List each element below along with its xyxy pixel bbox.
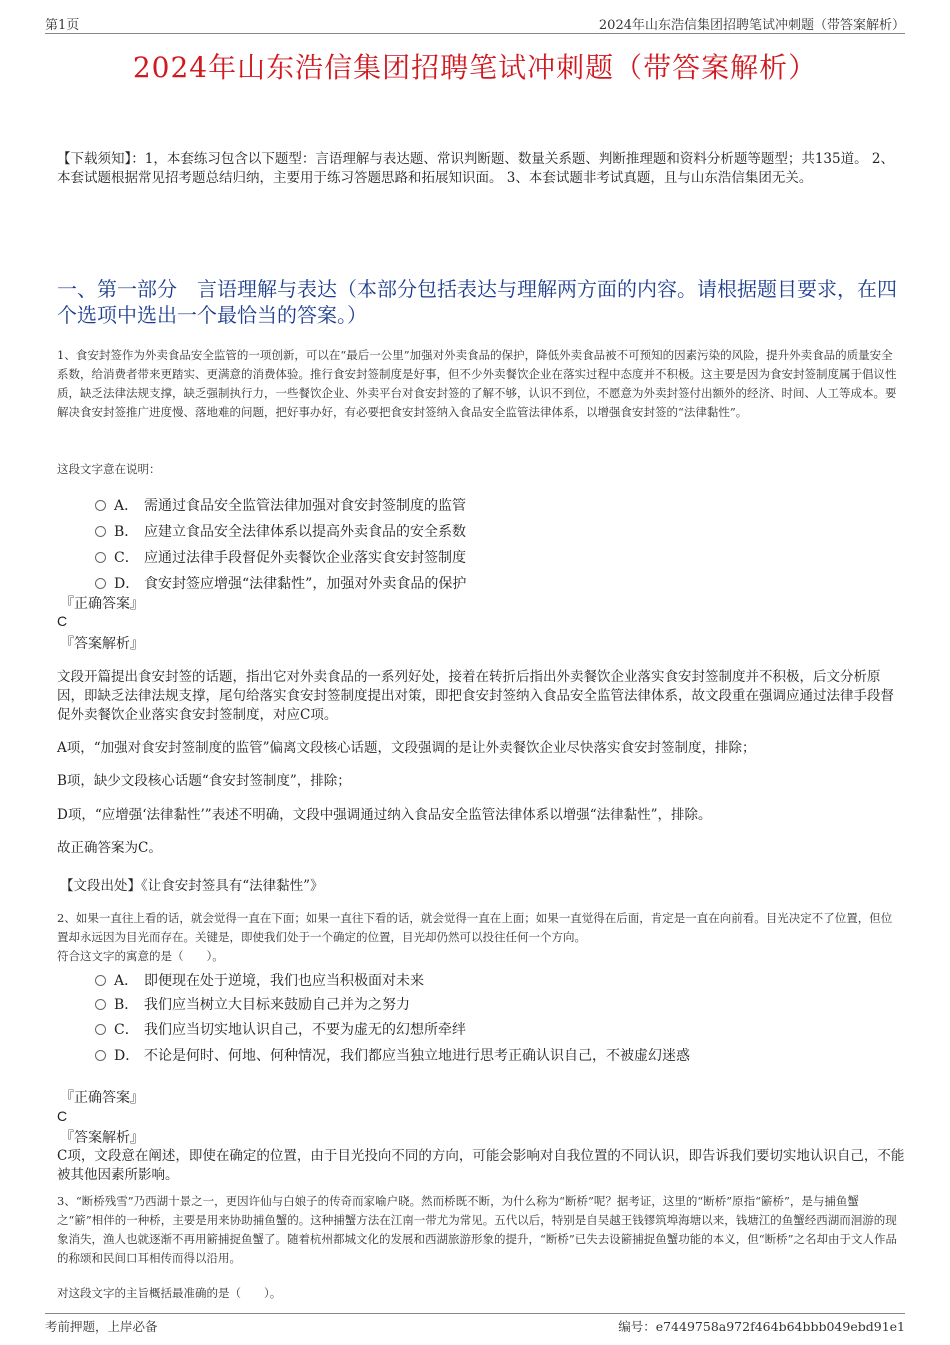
q2-analysis-label: 『答案解析』 — [60, 1130, 144, 1146]
q1-option-c[interactable]: C． 应通过法律手段督促外卖餐饮企业落实食安封签制度 — [95, 548, 466, 568]
q1-answer: C — [57, 613, 68, 629]
q1-option-b[interactable]: B． 应建立食品安全法律体系以提高外卖食品的安全系数 — [95, 522, 466, 542]
header-divider — [45, 33, 905, 34]
radio-icon[interactable] — [95, 999, 106, 1010]
section-heading: 一、第一部分 言语理解与表达（本部分包括表达与理解两方面的内容。请根据题目要求，在四个选项中选出一个最恰当的答案。） — [57, 277, 897, 327]
radio-icon[interactable] — [95, 578, 106, 589]
q2-option-a[interactable]: A． 即便现在处于逆境，我们也应当积极面对未来 — [95, 971, 424, 991]
q1-option-a[interactable]: A． 需通过食品安全监管法律加强对食安封签制度的监管 — [95, 496, 466, 516]
question-1-prompt: 这段文字意在说明： — [57, 462, 161, 476]
q2-option-c[interactable]: C． 我们应当切实地认识自己，不要为虚无的幻想所牵绊 — [95, 1020, 466, 1040]
q1-analysis-d: D项，“应增强‘法律黏性’”表述不明确，文段中强调通过纳入食品安全监管法律体系以增强“法律黏性”，排除。 — [57, 807, 712, 823]
q1-analysis-a: A项，“加强对食安封签制度的监管”偏离文段核心话题，文段强调的是让外卖餐饮企业尽快落实食安封签制度，排除； — [57, 740, 756, 756]
q1-option-d[interactable]: D． 食安封签应增强“法律黏性”，加强对外卖食品的保护 — [95, 574, 466, 594]
q1-analysis-main: 文段开篇提出食安封签的话题，指出它对外卖食品的一系列好处，接着在转折后指出外卖餐饮企业落实食安封签制度并不积极，后文分析原因，即缺乏法律法规支撑，尾句给落实食安封签制度提出对策，即把食安封签纳入食品安全监管法律体系，故文段重在强调应通过法律手段督促外卖餐饮企业落实食安封签制度，对应C项。 — [57, 669, 894, 723]
radio-icon[interactable] — [95, 975, 106, 986]
question-2-prompt: 符合这文字的寓意的是（ ）。 — [57, 949, 224, 963]
document-code: 编号：e7449758a972f464b64bbb049ebd91e1 — [618, 1319, 905, 1334]
q1-analysis-label: 『答案解析』 — [60, 636, 144, 652]
q2-correct-answer-label: 『正确答案』 — [60, 1090, 144, 1106]
running-title: 2024年山东浩信集团招聘笔试冲刺题（带答案解析） — [598, 18, 905, 33]
radio-icon[interactable] — [95, 500, 106, 511]
footer-slogan: 考前押题，上岸必备 — [45, 1319, 158, 1334]
question-3-text: 3、“断桥残雪”乃西湖十景之一，更因许仙与白娘子的传奇而家喻户晓。然而桥既不断，为什么称为“断桥”呢？据考证，这里的“断桥”原指“簖桥”，是与捕鱼蟹之“簖”相伴的一种桥，主要是用来协助捕鱼蟹的。这种捕蟹方法在江南一带尤为常见。五代以后，特别是自吴越王钱镠筑埠海塘以来，钱塘江的鱼蟹经西湖而洄游的现象消失，渔人也就逐渐不再用簖捕捉鱼蟹了。随着杭州都城文化的发展和西湖旅游形象的提升，“断桥”已失去设簖捕捉鱼蟹功能的本义，但“断桥”之名却由于文人作品的称颂和民间口耳相传而得以沿用。 — [57, 1194, 898, 1265]
footer-divider — [45, 1313, 905, 1314]
radio-icon[interactable] — [95, 1050, 106, 1061]
q1-correct-answer-label: 『正确答案』 — [60, 596, 144, 612]
radio-icon[interactable] — [95, 526, 106, 537]
q2-analysis-main: C项，文段意在阐述，即使在确定的位置，由于目光投向不同的方向，可能会影响对自我位置的不同认识，即告诉我们要切实地认识自己，不能被其他因素所影响。 — [57, 1148, 905, 1183]
document-title: 2024年山东浩信集团招聘笔试冲刺题（带答案解析） — [132, 51, 818, 84]
radio-icon[interactable] — [95, 1024, 106, 1035]
radio-icon[interactable] — [95, 552, 106, 563]
download-notice: 【下载须知】：1，本套练习包含以下题型：言语理解与表达题、常识判断题、数量关系题、判断推理题和资料分析题等题型；共135道。 2、本套试题根据常见招考题总结归纳，主要用于练习答题思路和拓展知识面。 3、本套试题非考试真题，且与山东浩信集团无关。 — [57, 151, 894, 186]
q1-source: 【文段出处】《让食安封签具有“法律黏性”》 — [60, 878, 324, 894]
question-2-text: 2、如果一直往上看的话，就会觉得一直在下面；如果一直往下看的话，就会觉得一直在上面；如果一直觉得在后面，肯定是一直在向前看。目光决定不了位置，但位置却永远因为目光而存在。关键是，即使我们处于一个确定的位置，目光却仍然可以投往任何一个方向。 — [57, 911, 893, 944]
q2-option-d[interactable]: D． 不论是何时、何地、何种情况，我们都应当独立地进行思考正确认识自己，不被虚幻迷惑 — [95, 1046, 690, 1066]
page-number: 第1页 — [45, 18, 80, 33]
question-1-text: 1、食安封签作为外卖食品安全监管的一项创新，可以在“最后一公里”加强对外卖食品的保护，降低外卖食品被不可预知的因素污染的风险，提升外卖食品的质量安全系数，给消费者带来更踏实、更满意的消费体验。推行食安封签制度是好事，但不少外卖餐饮企业在落实过程中态度并不积极。这主要是因为食安封签制度属于倡议性质，缺乏法律法规支撑，缺乏强制执行力，一些餐饮企业、外卖平台对食安封签的了解不够，认识不到位，不愿意为外卖封签付出额外的经济、时间、人工等成本。要解决食安封签推广进度慢、落地难的问题，把好事办好，有必要把食安封签纳入食品安全监管法律体系，以增强食安封签的“法律黏性”。 — [57, 348, 897, 419]
q1-analysis-b: B项，缺少文段核心话题“食安封签制度”，排除； — [57, 773, 351, 789]
q2-answer: C — [57, 1108, 68, 1124]
question-3-prompt: 对这段文字的主旨概括最准确的是（ ）。 — [57, 1286, 282, 1300]
q2-option-b[interactable]: B． 我们应当树立大目标来鼓励自己并为之努力 — [95, 995, 410, 1015]
q1-conclusion: 故正确答案为C。 — [57, 840, 162, 856]
